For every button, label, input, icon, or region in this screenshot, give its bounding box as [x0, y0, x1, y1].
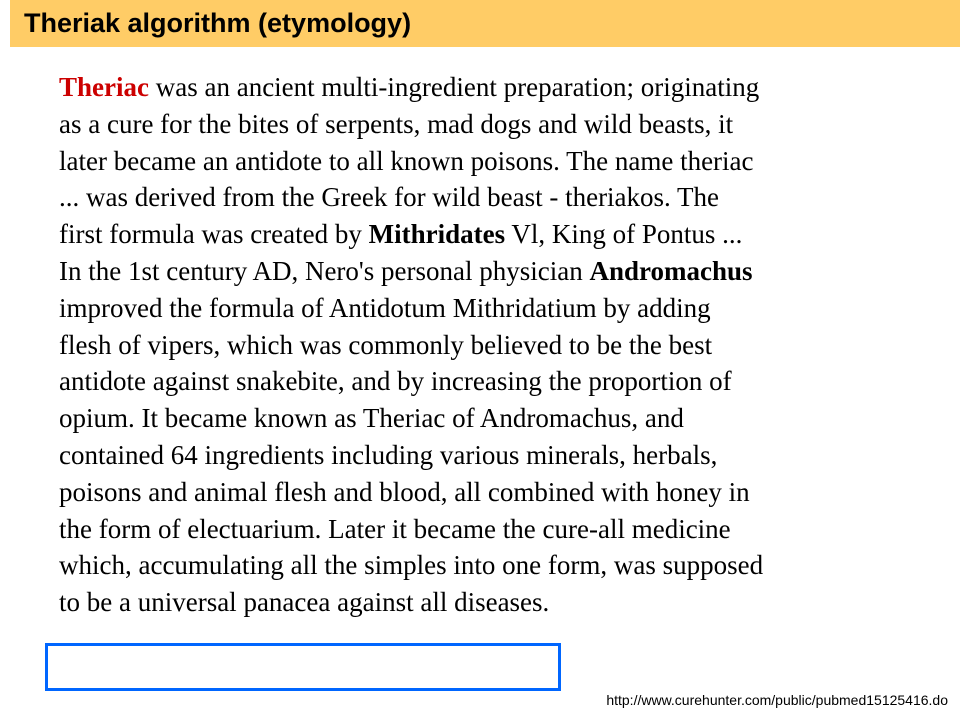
- title-bar: [10, 0, 960, 47]
- paragraph-line: later became an antidote to all known poisons. The name theriac: [59, 145, 754, 176]
- line-text: first formula was created by: [59, 219, 369, 250]
- slide-title: Theriak algorithm (etymology): [24, 8, 412, 38]
- line-text: In the 1st century AD, Nero's personal physician: [59, 255, 590, 286]
- line-text: Vl, King of Pontus ...: [505, 219, 743, 250]
- paragraph-line: poisons and animal flesh and blood, all combined with honey in: [59, 476, 750, 507]
- line-text: was an ancient multi-ingredient preparation; originating: [148, 72, 760, 102]
- paragraph-line: improved the formula of Antidotum Mithridatium by adding: [59, 292, 711, 323]
- paragraph-line: antidote against snakebite, and by increasing the proportion of: [59, 366, 732, 397]
- empty-outlined-box: [45, 643, 561, 691]
- paragraph-line: [59, 69, 899, 106]
- paragraph-line: [59, 216, 899, 253]
- term-andromachus: Andromachus: [589, 255, 753, 286]
- paragraph-line: to be a universal panacea against all diseases.: [59, 587, 550, 618]
- paragraph-line: contained 64 ingredients including various minerals, herbals,: [59, 439, 718, 470]
- paragraph-line: ... was derived from the Greek for wild beast - theriakos. The: [59, 182, 720, 213]
- paragraph-line: the form of electuarium. Later it became the cure-all medicine: [59, 513, 731, 544]
- paragraph-line: [59, 253, 899, 290]
- term-mithridates: Mithridates: [368, 219, 506, 250]
- paragraph-line: flesh of vipers, which was commonly believed to be the best: [59, 329, 713, 360]
- paragraph-line: which, accumulating all the simples into one form, was supposed: [59, 550, 764, 581]
- paragraph-line: as a cure for the bites of serpents, mad dogs and wild beasts, it: [59, 108, 734, 139]
- body-paragraph: [59, 69, 899, 621]
- paragraph-line: opium. It became known as Theriac of Andromachus, and: [59, 403, 684, 434]
- term-theriac: Theriac: [59, 72, 149, 102]
- source-url[interactable]: http://www.curehunter.com/public/pubmed15125416.do: [606, 692, 948, 708]
